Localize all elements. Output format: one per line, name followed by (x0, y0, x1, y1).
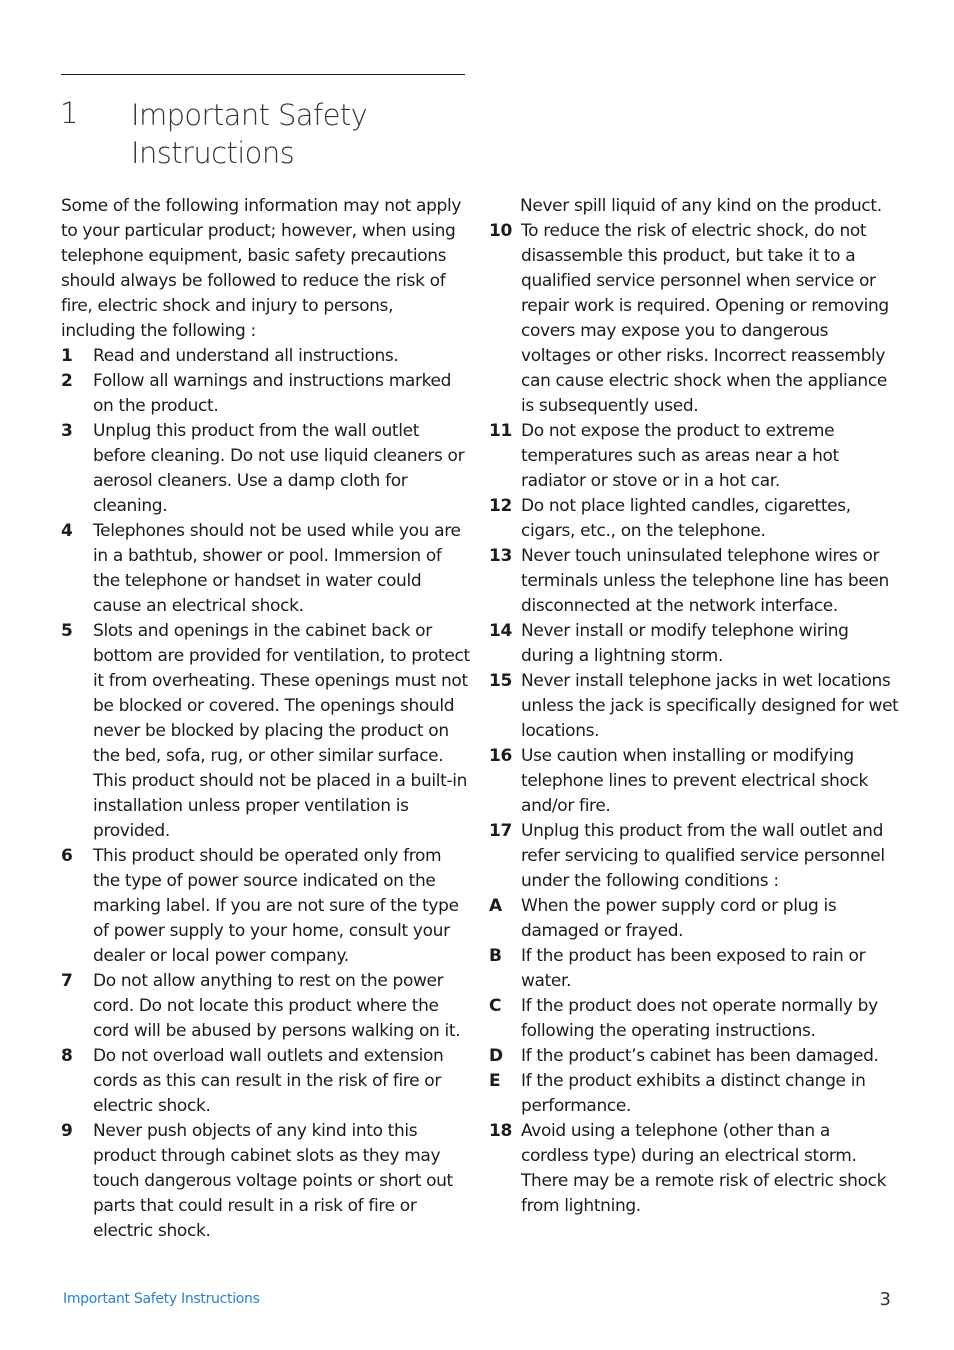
instruction-text: To reduce the risk of electric shock, do not disassemble this product, but take it to a qualified service personnel when service or repair work is required. Opening or removing covers may expose you to dangerous voltages or other risks. Incorrect reassembly can cause electric shock when the appliance is subsequently used. (521, 221, 889, 416)
instruction-number: D (489, 1046, 503, 1066)
instruction-number: 8 (61, 1046, 73, 1066)
instruction-number: C (489, 996, 502, 1016)
instruction-item (489, 419, 899, 494)
instruction-number: 6 (61, 846, 73, 866)
instruction-text: Do not place lighted candles, cigarettes, cigars, etc., on the telephone. (521, 496, 851, 541)
instruction-text: Unplug this product from the wall outlet and refer servicing to qualified service personnel under the following conditions : (521, 821, 885, 891)
instruction-text: Use caution when installing or modifying telephone lines to prevent electrical shock and/or fire. (521, 746, 868, 816)
instruction-item (489, 544, 899, 619)
instruction-item (489, 669, 899, 744)
instruction-text: If the product’s cabinet has been damaged. (521, 1046, 879, 1066)
instruction-text: Never install or modify telephone wiring during a lightning storm. (521, 621, 849, 666)
instruction-item (489, 1069, 899, 1119)
instruction-number: B (489, 946, 502, 966)
instruction-text: Unplug this product from the wall outlet before cleaning. Do not use liquid cleaners or aerosol cleaners. Use a damp cloth for cleaning. (93, 421, 465, 516)
instruction-number: 11 (489, 421, 512, 441)
instruction-number: 17 (489, 821, 512, 841)
instruction-number: 16 (489, 746, 512, 766)
instruction-number: E (489, 1071, 501, 1091)
instruction-item (489, 994, 899, 1044)
instruction-text: Slots and openings in the cabinet back or bottom are provided for ventilation, to protect it from overheating. These openings must not be blocked or covered. The openings should never be blocked by placing the product on the bed, sofa, rug, or other similar surface. This product should not be placed in a built-in installation unless proper ventilation is provided. (93, 621, 470, 841)
instruction-number: 5 (61, 621, 73, 641)
instruction-item (61, 519, 471, 619)
instruction-text: When the power supply cord or plug is damaged or frayed. (521, 896, 837, 941)
instruction-text: Do not overload wall outlets and extension cords as this can result in the risk of fire or electric shock. (93, 1046, 444, 1116)
intro-paragraph: Some of the following information may not apply to your particular product; however, when using telephone equipment, basic safety precautions should always be followed to reduce the risk of fire, electric shock and injury to persons, including the following : (61, 196, 462, 341)
instruction-item (61, 369, 471, 419)
instruction-item (61, 344, 471, 369)
instruction-item (489, 619, 899, 669)
instruction-number: 15 (489, 671, 512, 691)
instruction-text: Never touch uninsulated telephone wires or terminals unless the telephone line has been disconnected at the network interface. (521, 546, 889, 616)
right-instruction-list (489, 219, 899, 1219)
instruction-text: Avoid using a telephone (other than a cordless type) during an electrical storm. There may be a remote risk of electric shock from lightning. (521, 1121, 887, 1216)
instruction-text: Never push objects of any kind into this product through cabinet slots as they may touch dangerous voltage points or short out parts that could result in a risk of fire or electric shock. (93, 1121, 453, 1241)
instruction-item (489, 219, 899, 419)
instruction-number: 9 (61, 1121, 73, 1141)
instruction-item (489, 1044, 899, 1069)
left-instruction-list (61, 344, 471, 1244)
instruction-number: 1 (61, 346, 73, 366)
instruction-number: 12 (489, 496, 512, 516)
instruction-item (489, 1119, 899, 1219)
item-9-continuation: Never spill liquid of any kind on the product. (520, 196, 882, 216)
instruction-item (61, 844, 471, 969)
right-column (489, 194, 899, 1219)
instruction-text: Read and understand all instructions. (93, 346, 399, 366)
instruction-text: If the product has been exposed to rain or water. (521, 946, 866, 991)
instruction-text: If the product does not operate normally by following the operating instructions. (521, 996, 878, 1041)
instruction-number: 3 (61, 421, 73, 441)
instruction-number: 14 (489, 621, 512, 641)
instruction-item (489, 944, 899, 994)
footer-section-label: Important Safety Instructions (63, 1291, 260, 1307)
chapter-title: Important Safety Instructions (131, 98, 368, 170)
instruction-number: 4 (61, 521, 73, 541)
instruction-item (61, 969, 471, 1044)
page-number: 3 (879, 1289, 891, 1310)
instruction-item (489, 894, 899, 944)
instruction-text: Do not expose the product to extreme temperatures such as areas near a hot radiator or stove or in a hot car. (521, 421, 839, 491)
instruction-number: 18 (489, 1121, 512, 1141)
instruction-text: Never install telephone jacks in wet locations unless the jack is specifically designed for wet locations. (521, 671, 899, 741)
instruction-number: 2 (61, 371, 73, 391)
instruction-number: 7 (61, 971, 73, 991)
instruction-text: If the product exhibits a distinct change in performance. (521, 1071, 866, 1116)
instruction-item (61, 419, 471, 519)
instruction-number: 13 (489, 546, 512, 566)
instruction-item (489, 494, 899, 544)
instruction-item (61, 1044, 471, 1119)
instruction-text: Follow all warnings and instructions marked on the product. (93, 371, 452, 416)
instruction-number: 10 (489, 221, 512, 241)
instruction-text: Telephones should not be used while you are in a bathtub, shower or pool. Immersion of the telephone or handset in water could cause an electrical shock. (93, 521, 461, 616)
instruction-text: This product should be operated only from the type of power source indicated on the marking label. If you are not sure of the type of power supply to your home, consult your dealer or local power company. (93, 846, 459, 966)
header-rule (61, 74, 465, 75)
chapter-number: 1 (60, 96, 78, 130)
instruction-item (489, 819, 899, 894)
instruction-item (61, 619, 471, 844)
instruction-item (489, 744, 899, 819)
instruction-text: Do not allow anything to rest on the power cord. Do not locate this product where the cord will be abused by persons walking on it. (93, 971, 461, 1041)
instruction-item (61, 1119, 471, 1244)
instruction-number: A (489, 896, 502, 916)
left-column (61, 194, 471, 1244)
